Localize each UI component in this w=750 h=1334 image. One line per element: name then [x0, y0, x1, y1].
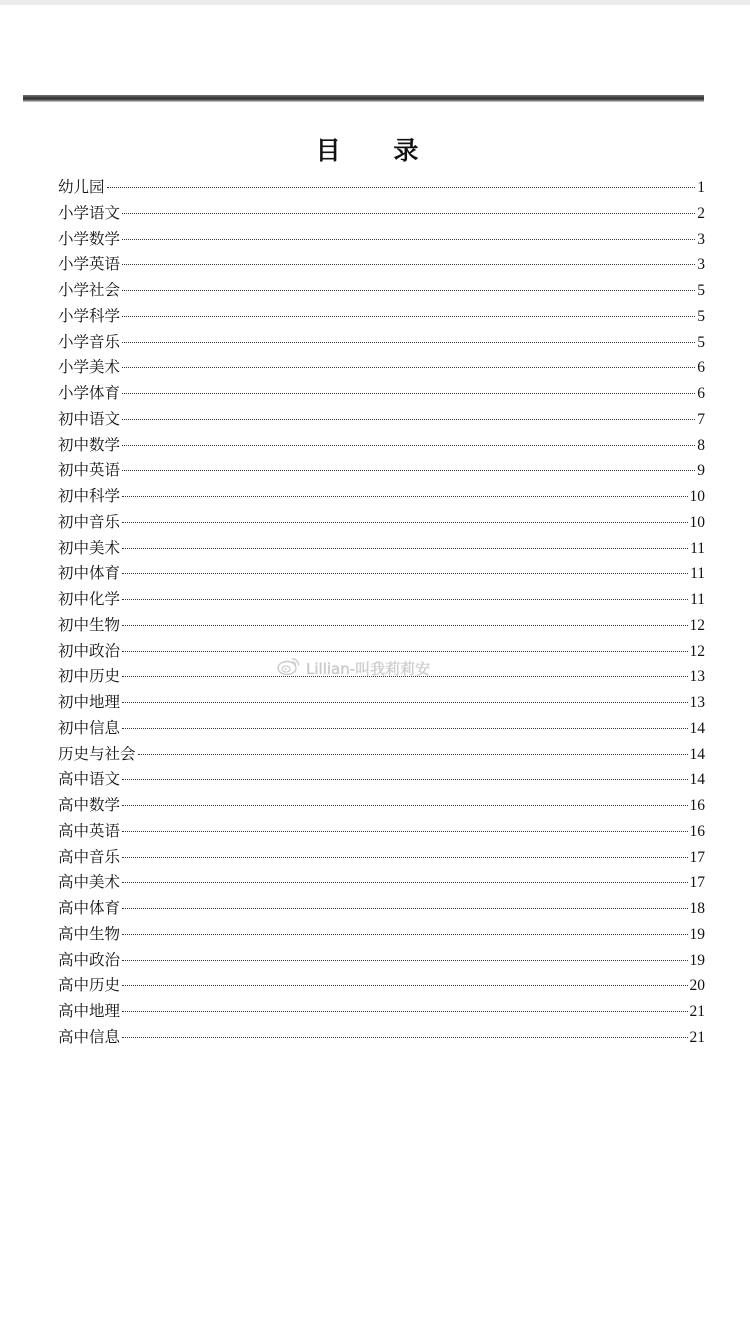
toc-entry-page-number: 13: [689, 668, 705, 686]
toc-entry[interactable]: [58, 870, 705, 896]
toc-entry-page-number: 1: [697, 179, 705, 196]
toc-entry-page-number: 16: [689, 797, 705, 814]
toc-dot-leader: [122, 1011, 687, 1012]
toc-entry-page-number: 14: [689, 771, 705, 789]
toc-dot-leader: [122, 831, 687, 832]
toc-entry-page-number: 21: [689, 1003, 705, 1020]
toc-entry[interactable]: [58, 433, 705, 459]
toc-entry[interactable]: [58, 948, 705, 974]
toc-dot-leader: [122, 882, 687, 883]
toc-entry-label: 幼儿园: [58, 178, 105, 196]
toc-dot-leader: [122, 573, 688, 574]
toc-entry-label: 初中地理: [58, 693, 121, 711]
toc-entry[interactable]: [58, 201, 705, 227]
toc-dot-leader: [122, 805, 687, 806]
toc-dot-leader: [122, 625, 687, 626]
toc-dot-leader: [122, 239, 695, 240]
toc-entry-label: 初中音乐: [58, 512, 121, 531]
toc-dot-leader: [122, 367, 695, 368]
toc-entry[interactable]: [58, 355, 705, 381]
toc-entry[interactable]: [58, 587, 705, 613]
toc-entry[interactable]: [58, 639, 705, 665]
toc-entry-page-number: 18: [689, 900, 705, 917]
toc-entry-label: 高中音乐: [58, 847, 121, 866]
toc-entry[interactable]: [58, 973, 705, 999]
toc-entry-page-number: 3: [697, 256, 705, 274]
toc-entry[interactable]: [58, 1025, 705, 1051]
toc-entry[interactable]: [58, 896, 705, 922]
toc-entry-page-number: 5: [697, 307, 705, 325]
toc-entry-label: 高中生物: [58, 924, 121, 943]
toc-entry-label: 高中政治: [58, 950, 121, 969]
toc-entry-page-number: 20: [689, 977, 705, 995]
toc-dot-leader: [122, 857, 687, 858]
toc-entry-page-number: 19: [689, 951, 705, 969]
toc-entry-page-number: 11: [690, 591, 705, 608]
toc-entry-label: 初中生物: [58, 615, 121, 634]
toc-dot-leader: [122, 676, 687, 677]
toc-entry-label: 高中数学: [58, 796, 121, 814]
toc-dot-leader: [122, 985, 687, 986]
toc-entry-page-number: 8: [697, 436, 705, 454]
toc-entry-page-number: 17: [689, 848, 705, 866]
toc-dot-leader: [122, 342, 695, 343]
toc-entry-label: 小学科学: [58, 306, 121, 325]
toc-entry-label: 小学语文: [58, 203, 121, 222]
toc-entry-label: 初中语文: [58, 409, 121, 428]
toc-dot-leader: [122, 1037, 687, 1038]
toc-entry[interactable]: [58, 458, 705, 484]
toc-entry-page-number: 3: [697, 230, 705, 248]
toc-entry[interactable]: [58, 999, 705, 1025]
toc-entry-label: 初中英语: [58, 461, 121, 480]
toc-entry-page-number: 21: [689, 1028, 705, 1046]
toc-dot-leader: [122, 316, 695, 317]
toc-entry[interactable]: [58, 381, 705, 407]
toc-dot-leader: [122, 934, 687, 935]
toc-entry-page-number: 19: [689, 925, 705, 943]
toc-entry-label: 小学数学: [58, 229, 121, 248]
toc-entry-page-number: 13: [689, 694, 705, 711]
toc-dot-leader: [122, 960, 687, 961]
toc-dot-leader: [122, 419, 695, 420]
toc-entry-page-number: 5: [697, 333, 705, 351]
toc-dot-leader: [122, 779, 687, 780]
toc-entry[interactable]: [58, 227, 705, 253]
toc-dot-leader: [107, 187, 696, 188]
toc-entry-label: 高中语文: [58, 770, 121, 789]
toc-entry-page-number: 6: [697, 385, 705, 402]
toc-entry-page-number: 14: [689, 745, 705, 763]
watermark-text: Lillian-叫我莉莉安: [306, 660, 431, 678]
toc-entry-page-number: 7: [697, 410, 705, 428]
toc-entry-label: 小学美术: [58, 358, 121, 377]
toc-entry-label: 初中数学: [58, 435, 121, 454]
toc-entry[interactable]: [58, 304, 705, 330]
toc-entry[interactable]: [58, 793, 705, 819]
toc-entry-label: 初中美术: [58, 538, 121, 557]
toc-entry-page-number: 9: [697, 462, 705, 480]
toc-entry-page-number: 12: [689, 616, 705, 634]
toc-entry[interactable]: [58, 664, 705, 690]
toc-entry-label: 初中化学: [58, 590, 121, 608]
toc-entry[interactable]: [58, 767, 705, 793]
toc-entry-label: 高中美术: [58, 873, 121, 892]
toc-dot-leader: [122, 264, 695, 265]
toc-entry-label: 高中体育: [58, 899, 121, 917]
toc-entry[interactable]: [58, 690, 705, 716]
toc-dot-leader: [122, 470, 695, 471]
toc-entry-page-number: 10: [689, 488, 705, 505]
toc-entry[interactable]: [58, 175, 705, 201]
toc-entry[interactable]: [58, 561, 705, 587]
toc-dot-leader: [122, 651, 687, 652]
toc-dot-leader: [122, 393, 695, 394]
toc-entry-page-number: 16: [689, 822, 705, 840]
toc-entry[interactable]: [58, 278, 705, 304]
toc-entry[interactable]: [58, 819, 705, 845]
toc-dot-leader: [138, 754, 688, 755]
toc-entry-page-number: 6: [697, 359, 705, 377]
header-rule: [23, 95, 704, 102]
toc-entry[interactable]: [58, 536, 705, 562]
toc-entry-label: 初中科学: [58, 487, 121, 505]
toc-entry-label: 高中历史: [58, 976, 121, 995]
toc-entry-page-number: 10: [689, 513, 705, 531]
toc-entry-page-number: 12: [689, 642, 705, 660]
toc-dot-leader: [122, 599, 688, 600]
toc-dot-leader: [122, 445, 695, 446]
toc-entry[interactable]: [58, 922, 705, 948]
toc-entry-label: 高中英语: [58, 821, 121, 840]
toc-entry-label: 高中信息: [58, 1027, 121, 1046]
toc-entry-label: 小学音乐: [58, 332, 121, 351]
page-title: 目 录: [315, 136, 441, 165]
toc-entry[interactable]: [58, 716, 705, 742]
toc-entry[interactable]: [58, 330, 705, 356]
toc-entry-label: 高中地理: [58, 1002, 121, 1020]
toc-entry[interactable]: [58, 252, 705, 278]
toc-entry-label: 小学社会: [58, 281, 121, 299]
toc-entry-label: 小学英语: [58, 255, 121, 274]
toc-entry-page-number: 17: [689, 874, 705, 892]
toc-dot-leader: [122, 522, 687, 523]
toc-entry-label: 初中信息: [58, 718, 121, 737]
toc-entry[interactable]: [58, 845, 705, 871]
toc-dot-leader: [122, 548, 688, 549]
toc-entry[interactable]: [58, 742, 705, 768]
toc-dot-leader: [122, 908, 687, 909]
toc-entry[interactable]: [58, 613, 705, 639]
table-of-contents: [58, 175, 705, 1051]
toc-entry-label: 初中体育: [58, 564, 121, 583]
toc-entry-page-number: 11: [690, 565, 705, 583]
toc-dot-leader: [122, 213, 695, 214]
toc-entry-label: 初中历史: [58, 667, 121, 686]
toc-entry-page-number: 11: [690, 539, 705, 557]
toc-dot-leader: [122, 728, 687, 729]
toc-entry[interactable]: [58, 407, 705, 433]
toc-entry-label: 历史与社会: [58, 744, 136, 763]
toc-entry[interactable]: [58, 510, 705, 536]
toc-entry-label: 小学体育: [58, 384, 121, 402]
toc-entry-page-number: 5: [697, 282, 705, 299]
toc-entry[interactable]: [58, 484, 705, 510]
top-status-strip: [0, 0, 750, 5]
toc-entry-page-number: 14: [689, 719, 705, 737]
toc-dot-leader: [122, 702, 687, 703]
toc-entry-page-number: 2: [697, 204, 705, 222]
toc-dot-leader: [122, 496, 687, 497]
toc-dot-leader: [122, 290, 695, 291]
toc-entry-label: 初中政治: [58, 641, 121, 660]
